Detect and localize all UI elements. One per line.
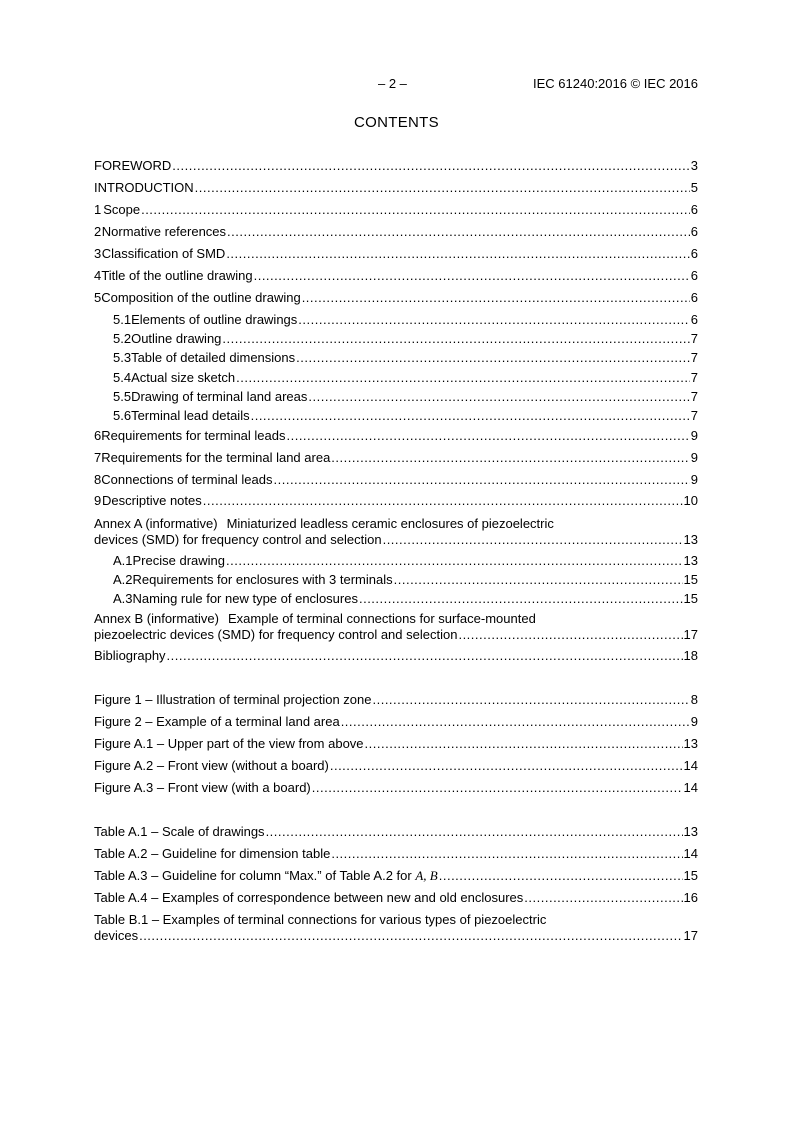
- dot-leader: [141, 202, 690, 218]
- annex-label: Annex A (informative): [94, 516, 218, 531]
- toc-entry-text: Requirements for enclosures with 3 terminals: [132, 572, 393, 587]
- toc-entry-section-6[interactable]: [94, 428, 698, 444]
- dot-leader: [331, 450, 689, 466]
- dot-leader: [341, 714, 690, 730]
- dot-leader: [524, 890, 682, 906]
- dot-leader: [359, 591, 683, 607]
- dot-leader: [365, 736, 683, 752]
- toc-entry-text: INTRODUCTION: [94, 180, 194, 195]
- dot-leader: [372, 692, 689, 708]
- page-number: – 2 –: [378, 76, 407, 91]
- toc-entry-figure-a1[interactable]: [94, 736, 698, 752]
- toc-entry-table-a1[interactable]: [94, 824, 698, 840]
- page-title: CONTENTS: [354, 114, 439, 131]
- toc-entry-page: 10: [683, 493, 698, 508]
- toc-entry-section-7[interactable]: [94, 450, 698, 466]
- toc-entry-page: 9: [690, 428, 698, 443]
- dot-leader: [308, 389, 689, 405]
- annex-label: Annex B (informative): [94, 611, 219, 626]
- dot-leader: [254, 268, 690, 284]
- toc-entry-text: Figure 2 – Example of a terminal land area: [94, 714, 340, 729]
- toc-entry-number: A.1: [113, 553, 133, 568]
- toc-entry-page: 14: [683, 780, 698, 795]
- dot-leader: [383, 532, 683, 548]
- toc-entry-foreword[interactable]: [94, 158, 698, 174]
- toc-entry-number: 5.2: [113, 331, 132, 346]
- toc-entry-page: 7: [690, 350, 698, 365]
- toc-entry-table-a2[interactable]: [94, 846, 698, 862]
- toc-entry-text-line1: Table B.1 – Examples of terminal connections for various types of piezoelectric: [94, 912, 547, 927]
- toc-entry-page: 6: [690, 246, 698, 261]
- annex-title-line1: Miniaturized leadless ceramic enclosures of piezoelectric: [226, 516, 554, 531]
- dot-leader: [226, 553, 683, 569]
- toc-entry-text: FOREWORD: [94, 158, 172, 173]
- dot-leader: [312, 780, 683, 796]
- toc-entry-text: Normative references: [101, 224, 227, 239]
- toc-entry-page: 13: [683, 532, 698, 547]
- toc-entry-text: Drawing of terminal land areas: [131, 389, 308, 404]
- toc-entry-text: Requirements for the terminal land area: [101, 450, 331, 465]
- toc-entry-text: Figure A.1 – Upper part of the view from above: [94, 736, 364, 751]
- toc-entry-page: 9: [690, 450, 698, 465]
- toc-entry-section-a-1[interactable]: [94, 553, 698, 569]
- toc-entry-page: 9: [690, 472, 698, 487]
- dot-leader: [302, 290, 690, 306]
- toc-entry-page: 7: [690, 389, 698, 404]
- toc-entry-table-b1[interactable]: [94, 912, 698, 944]
- toc-entry-number: 7: [94, 450, 102, 465]
- toc-entry-figure-a3[interactable]: [94, 780, 698, 796]
- dot-leader: [172, 158, 689, 174]
- toc-entry-text: Classification of SMD: [101, 246, 226, 261]
- toc-entry-number: 1: [94, 202, 102, 217]
- dot-leader: [274, 472, 690, 488]
- toc-entry-section-3[interactable]: [94, 246, 698, 262]
- toc-entry-number: 6: [94, 428, 102, 443]
- toc-entry-number: 5.6: [113, 408, 132, 423]
- toc-entry-text: Naming rule for new type of enclosures: [132, 591, 358, 606]
- toc-entry-section-5[interactable]: [94, 290, 698, 306]
- toc-entry-text: Composition of the outline drawing: [101, 290, 301, 305]
- toc-entry-text: Precise drawing: [132, 553, 226, 568]
- toc-entry-page: 6: [690, 268, 698, 283]
- toc-entry-page: 7: [690, 408, 698, 423]
- toc-entry-figure-1[interactable]: [94, 692, 698, 708]
- standard-reference: IEC 61240:2016 © IEC 2016: [533, 76, 698, 91]
- toc-entry-page: 15: [683, 572, 698, 587]
- dot-leader: [222, 331, 689, 347]
- toc-entry-page: 8: [690, 692, 698, 707]
- toc-entry-text: Figure 1 – Illustration of terminal projection zone: [94, 692, 372, 707]
- toc-entry-page: 3: [690, 158, 698, 173]
- toc-entry-text: Title of the outline drawing: [101, 268, 253, 283]
- dot-leader: [394, 572, 683, 588]
- toc-entry-section-4[interactable]: [94, 268, 698, 284]
- toc-entry-bibliography[interactable]: [94, 648, 698, 664]
- toc-entry-text-line2: devices: [94, 928, 139, 943]
- toc-entry-page: 7: [690, 331, 698, 346]
- annex-title-line2: piezoelectric devices (SMD) for frequency control and selection: [94, 627, 458, 642]
- dot-leader: [266, 824, 683, 840]
- toc-entry-section-5-4[interactable]: [94, 370, 698, 386]
- dot-leader: [195, 180, 690, 196]
- toc-entry-section-5-6[interactable]: [94, 408, 698, 424]
- toc-entry-text: Elements of outline drawings: [131, 312, 298, 327]
- toc-entry-section-5-5[interactable]: [94, 389, 698, 405]
- toc-entry-figure-a2[interactable]: [94, 758, 698, 774]
- toc-entry-section-8[interactable]: [94, 472, 698, 488]
- toc-entry-page: 18: [683, 648, 698, 663]
- toc-entry-text: Requirements for terminal leads: [101, 428, 286, 443]
- toc-entry-page: 15: [683, 868, 698, 883]
- toc-entry-page: 6: [690, 290, 698, 305]
- toc-entry-text: Table A.3 – Guideline for column “Max.” of Table A.2 for: [94, 868, 412, 883]
- toc-entry-number: A.2: [113, 572, 133, 587]
- toc-entry-page: 13: [683, 824, 698, 839]
- toc-entry-text: Connections of terminal leads: [101, 472, 273, 487]
- toc-entry-annex-b[interactable]: [94, 611, 698, 643]
- toc-entry-page: 17: [683, 627, 698, 642]
- toc-entry-text: Table A.2 – Guideline for dimension table: [94, 846, 331, 861]
- toc-entry-section-2[interactable]: [94, 224, 698, 240]
- toc-entry-page: 6: [690, 202, 698, 217]
- dot-leader: [251, 408, 690, 424]
- toc-entry-number: 2: [94, 224, 102, 239]
- toc-entry-number: 5: [94, 290, 102, 305]
- toc-entry-text: Table A.4 – Examples of correspondence between new and old enclosures: [94, 890, 524, 905]
- dot-leader: [227, 224, 690, 240]
- dot-leader: [236, 370, 690, 386]
- toc-entry-section-a-3[interactable]: [94, 591, 698, 607]
- toc-entry-number: 5.5: [113, 389, 132, 404]
- toc-entry-number: 5.1: [113, 312, 132, 327]
- toc-entry-page: 14: [683, 758, 698, 773]
- toc-entry-page: 5: [690, 180, 698, 195]
- dot-leader: [439, 868, 683, 884]
- toc-entry-section-1[interactable]: [94, 202, 698, 218]
- toc-entry-page: 6: [690, 312, 698, 327]
- toc-entry-number: 4: [94, 268, 102, 283]
- toc-entry-text: Outline drawing: [131, 331, 222, 346]
- toc-entry-number: 5.3: [113, 350, 132, 365]
- toc-entry-variables: A, B: [415, 868, 438, 883]
- toc-entry-section-9[interactable]: [94, 493, 698, 509]
- toc-entry-introduction[interactable]: [94, 180, 698, 196]
- dot-leader: [331, 846, 682, 862]
- dot-leader: [286, 428, 689, 444]
- toc-entry-text: Terminal lead details: [131, 408, 250, 423]
- toc-entry-page: 7: [690, 370, 698, 385]
- toc-entry-annex-a[interactable]: [94, 516, 698, 548]
- dot-leader: [226, 246, 689, 262]
- toc-entry-page: 13: [683, 736, 698, 751]
- toc-entry-table-a4[interactable]: [94, 890, 698, 906]
- dot-leader: [296, 350, 690, 366]
- toc-entry-text: Table of detailed dimensions: [131, 350, 296, 365]
- toc-entry-figure-2[interactable]: [94, 714, 698, 730]
- toc-entry-table-a3[interactable]: [94, 868, 698, 884]
- annex-title-line2: devices (SMD) for frequency control and selection: [94, 532, 382, 547]
- toc-entry-text: Figure A.3 – Front view (with a board): [94, 780, 311, 795]
- annex-title-line1: Example of terminal connections for surface-mounted: [228, 611, 536, 626]
- toc-entry-text: Figure A.2 – Front view (without a board): [94, 758, 329, 773]
- toc-entry-text: Bibliography: [94, 648, 166, 663]
- toc-entry-page: 13: [683, 553, 698, 568]
- dot-leader: [167, 648, 683, 664]
- toc-entry-number: 8: [94, 472, 102, 487]
- toc-entry-number: 9: [94, 493, 102, 508]
- toc-entry-page: 15: [683, 591, 698, 606]
- toc-entry-page: 14: [683, 846, 698, 861]
- toc-entry-section-5-3[interactable]: [94, 350, 698, 366]
- toc-entry-page: 16: [683, 890, 698, 905]
- toc-entry-text: Actual size sketch: [131, 370, 236, 385]
- dot-leader: [298, 312, 689, 328]
- dot-leader: [139, 928, 682, 944]
- toc-entry-number: A.3: [113, 591, 133, 606]
- dot-leader: [203, 493, 683, 509]
- toc-entry-section-a-2[interactable]: [94, 572, 698, 588]
- dot-leader: [458, 627, 682, 643]
- toc-entry-page: 6: [690, 224, 698, 239]
- toc-entry-number: 5.4: [113, 370, 132, 385]
- toc-entry-number: 3: [94, 246, 102, 261]
- toc-entry-page: 9: [690, 714, 698, 729]
- toc-entry-page: 17: [683, 928, 698, 943]
- toc-entry-section-5-1[interactable]: [94, 312, 698, 328]
- toc-entry-text: Descriptive notes: [102, 493, 202, 508]
- toc-entry-text: Table A.1 – Scale of drawings: [94, 824, 265, 839]
- toc-entry-section-5-2[interactable]: [94, 331, 698, 347]
- dot-leader: [330, 758, 683, 774]
- toc-entry-text: Scope: [103, 202, 141, 217]
